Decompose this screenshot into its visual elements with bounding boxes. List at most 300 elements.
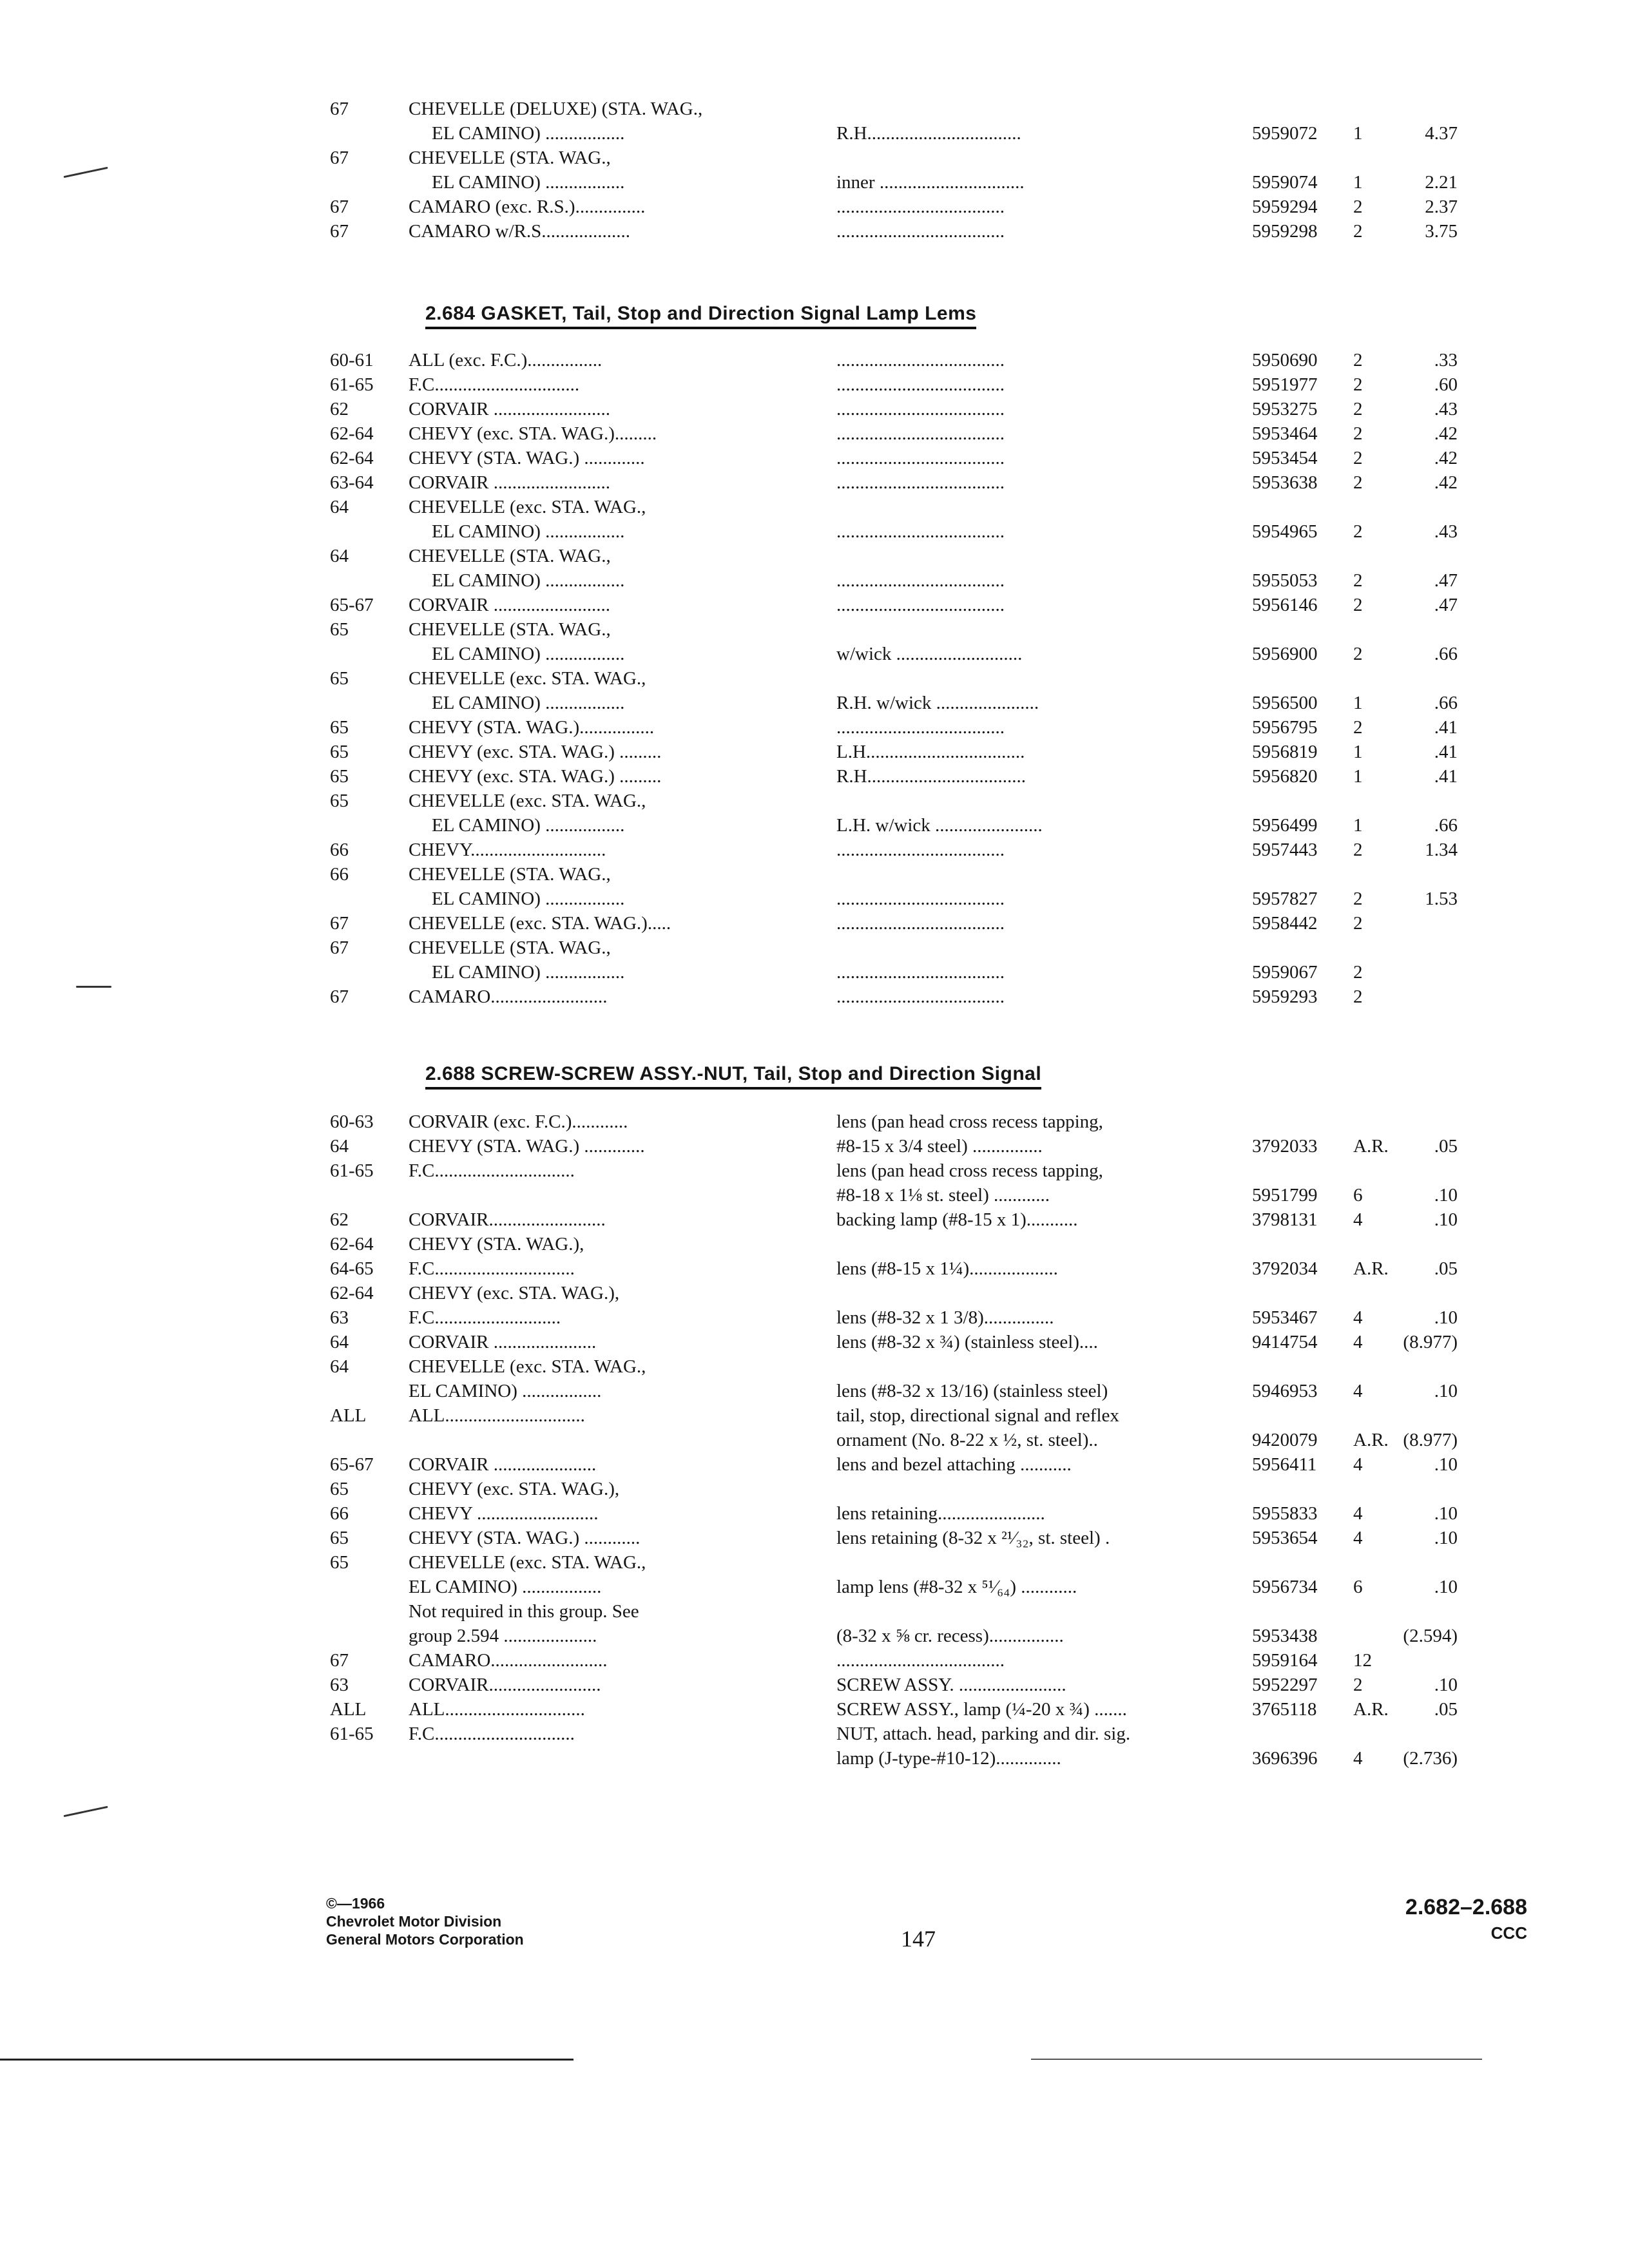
- price: .43: [1434, 399, 1458, 419]
- section-heading-2684: 2.684 GASKET, Tail, Stop and Direction Signal Lamp Lems: [425, 303, 976, 329]
- part-row: [0, 219, 1629, 244]
- price: .10: [1434, 1503, 1458, 1524]
- part-row: [0, 1134, 1629, 1158]
- part-description: #8-15 x 3/4 steel) ...............: [836, 1136, 1043, 1157]
- top-parts-list: [0, 97, 1629, 244]
- part-number: 5959293: [1252, 986, 1318, 1007]
- model-name: CHEVY (STA. WAG.) ............: [409, 1528, 641, 1548]
- part-row: [0, 1526, 1629, 1550]
- price: .42: [1434, 448, 1458, 468]
- part-description: ....................................: [836, 399, 1005, 419]
- model-name: CORVAIR .........................: [409, 595, 610, 615]
- part-row: [0, 97, 1629, 121]
- model-year: 64: [330, 1356, 349, 1377]
- model-name: ALL (exc. F.C.)................: [409, 350, 602, 370]
- model-year: 62-64: [330, 1234, 374, 1254]
- part-row: [0, 1550, 1629, 1575]
- model-name: CHEVY (STA. WAG.) .............: [409, 1136, 645, 1157]
- model-year: 67: [330, 913, 349, 934]
- model-name: CAMARO w/R.S...................: [409, 221, 631, 242]
- model-name: CHEVELLE (exc. STA. WAG.,: [409, 497, 646, 517]
- price: (2.736): [1403, 1748, 1458, 1769]
- part-row: [0, 1673, 1629, 1697]
- part-number: 3792034: [1252, 1258, 1318, 1279]
- model-name: CORVAIR.........................: [409, 1209, 606, 1230]
- price: .05: [1434, 1136, 1458, 1157]
- model-year: 65: [330, 766, 349, 787]
- part-row: [0, 470, 1629, 495]
- model-year: 63: [330, 1675, 349, 1695]
- price: 4.37: [1425, 123, 1458, 144]
- model-name: CHEVY (exc. STA. WAG.) .........: [409, 742, 662, 762]
- quantity: 6: [1353, 1577, 1363, 1597]
- model-name: CHEVY (exc. STA. WAG.),: [409, 1283, 620, 1303]
- price: .42: [1434, 423, 1458, 444]
- quantity: 2: [1353, 350, 1363, 370]
- price: (8.977): [1403, 1430, 1458, 1450]
- price: .10: [1434, 1185, 1458, 1206]
- model-year: ALL: [330, 1405, 367, 1426]
- part-description: ....................................: [836, 350, 1005, 370]
- part-number: 3792033: [1252, 1136, 1318, 1157]
- part-number: 3765118: [1252, 1699, 1317, 1720]
- price: .05: [1434, 1258, 1458, 1279]
- part-description: NUT, attach. head, parking and dir. sig.: [836, 1724, 1131, 1744]
- model-name: ALL..............................: [409, 1405, 585, 1426]
- part-row: [0, 862, 1629, 887]
- part-number: 3798131: [1252, 1209, 1318, 1230]
- quantity: 4: [1353, 1503, 1363, 1524]
- part-row: [0, 1281, 1629, 1305]
- model-name: F.C..............................: [409, 1258, 575, 1279]
- model-name: CAMARO.........................: [409, 986, 608, 1007]
- model-name: CAMARO (exc. R.S.)...............: [409, 197, 646, 217]
- screw-parts-list: [0, 1110, 1629, 1771]
- part-description: w/wick ...........................: [836, 644, 1023, 664]
- part-row: [0, 617, 1629, 642]
- part-description: ....................................: [836, 913, 1005, 934]
- punch-mark: [63, 1806, 108, 1817]
- quantity: 2: [1353, 570, 1363, 591]
- part-row: [0, 593, 1629, 617]
- part-row: [0, 170, 1629, 195]
- part-row: [0, 1428, 1629, 1452]
- part-number: 5956146: [1252, 595, 1318, 615]
- part-row: [0, 1110, 1629, 1134]
- part-number: 9420079: [1252, 1430, 1318, 1450]
- model-year: 64: [330, 1136, 349, 1157]
- model-name: CORVAIR ......................: [409, 1332, 597, 1352]
- model-year: 65-67: [330, 595, 374, 615]
- group-range: 2.682–2.688: [1405, 1895, 1527, 1919]
- quantity: 2: [1353, 197, 1363, 217]
- model-name: CHEVY ..........................: [409, 1503, 599, 1524]
- model-name: EL CAMINO) .................: [432, 693, 625, 713]
- part-row: [0, 715, 1629, 740]
- gasket-parts-list: [0, 348, 1629, 1009]
- price: .66: [1434, 644, 1458, 664]
- price: .05: [1434, 1699, 1458, 1720]
- model-name: CORVAIR........................: [409, 1675, 601, 1695]
- model-year: 65-67: [330, 1454, 374, 1475]
- part-description: lens (pan head cross recess tapping,: [836, 1160, 1103, 1181]
- part-row: [0, 740, 1629, 764]
- model-name: EL CAMINO) .................: [432, 521, 625, 542]
- quantity: 2: [1353, 472, 1363, 493]
- part-row: [0, 372, 1629, 397]
- model-name: EL CAMINO) .................: [432, 570, 625, 591]
- model-name: CHEVY (STA. WAG.),: [409, 1234, 584, 1254]
- quantity: 4: [1353, 1748, 1363, 1769]
- part-description: lamp (J-type-#10-12)..............: [836, 1748, 1061, 1769]
- part-row: [0, 1575, 1629, 1599]
- publisher-block: [326, 1894, 524, 1948]
- model-name: CHEVY (exc. STA. WAG.).........: [409, 423, 657, 444]
- model-name: EL CAMINO) .................: [432, 889, 625, 909]
- division-name: Chevrolet Motor Division: [326, 1913, 502, 1930]
- model-year: 67: [330, 148, 349, 168]
- model-year: 66: [330, 864, 349, 885]
- part-description: ....................................: [836, 197, 1005, 217]
- part-row: [0, 568, 1629, 593]
- quantity: 1: [1353, 815, 1363, 836]
- part-description: lamp lens (#8-32 x ⁵¹⁄₆₄) ............: [836, 1577, 1077, 1597]
- price: .43: [1434, 521, 1458, 542]
- model-year: 62: [330, 399, 349, 419]
- model-name: F.C..............................: [409, 1724, 575, 1744]
- quantity: 2: [1353, 913, 1363, 934]
- model-year: 65: [330, 1552, 349, 1573]
- model-year: 63-64: [330, 472, 374, 493]
- model-year: 60-63: [330, 1111, 374, 1132]
- part-description: backing lamp (#8-15 x 1)...........: [836, 1209, 1078, 1230]
- part-number: 5951799: [1252, 1185, 1318, 1206]
- part-row: [0, 1158, 1629, 1183]
- scan-edge-line-left: [0, 2059, 574, 2061]
- model-year: 64: [330, 1332, 349, 1352]
- model-name: CHEVELLE (exc. STA. WAG.,: [409, 791, 646, 811]
- model-year: 65: [330, 742, 349, 762]
- part-row: [0, 195, 1629, 219]
- part-description: ornament (No. 8-22 x ½, st. steel)..: [836, 1430, 1098, 1450]
- part-number: 5953454: [1252, 448, 1318, 468]
- model-name: CHEVELLE (exc. STA. WAG.).....: [409, 913, 671, 934]
- model-name: CHEVY (exc. STA. WAG.) .........: [409, 766, 662, 787]
- part-row: [0, 838, 1629, 862]
- price: .47: [1434, 570, 1458, 591]
- part-description: ....................................: [836, 889, 1005, 909]
- quantity: 1: [1353, 123, 1363, 144]
- model-name: EL CAMINO) .................: [432, 644, 625, 664]
- part-row: [0, 397, 1629, 421]
- part-number: 5946953: [1252, 1381, 1318, 1401]
- part-row: [0, 544, 1629, 568]
- part-row: [0, 1256, 1629, 1281]
- price: (8.977): [1403, 1332, 1458, 1352]
- part-row: [0, 1746, 1629, 1771]
- part-number: 5956499: [1252, 815, 1318, 836]
- quantity: 1: [1353, 766, 1363, 787]
- price: .41: [1434, 766, 1458, 787]
- part-description: L.H..................................: [836, 742, 1025, 762]
- part-description: ....................................: [836, 570, 1005, 591]
- model-year: 67: [330, 986, 349, 1007]
- model-year: 61-65: [330, 1160, 374, 1181]
- part-row: [0, 1648, 1629, 1673]
- part-number: 5956820: [1252, 766, 1318, 787]
- model-name: CHEVELLE (STA. WAG.,: [409, 937, 611, 958]
- model-year: 65: [330, 791, 349, 811]
- price: .10: [1434, 1209, 1458, 1230]
- price: .47: [1434, 595, 1458, 615]
- model-name: CHEVY (STA. WAG.)................: [409, 717, 655, 738]
- quantity: 2: [1353, 221, 1363, 242]
- part-description: ....................................: [836, 1650, 1005, 1671]
- model-name: CORVAIR .........................: [409, 399, 610, 419]
- part-description: ....................................: [836, 962, 1005, 983]
- quantity: 2: [1353, 986, 1363, 1007]
- model-name: CHEVY (STA. WAG.) .............: [409, 448, 645, 468]
- part-description: ....................................: [836, 374, 1005, 395]
- copyright: ©—1966: [326, 1895, 385, 1912]
- part-description: ....................................: [836, 717, 1005, 738]
- part-row: [0, 1354, 1629, 1379]
- price: .60: [1434, 374, 1458, 395]
- part-row: [0, 348, 1629, 372]
- part-row: [0, 1379, 1629, 1403]
- part-description: lens and bezel attaching ...........: [836, 1454, 1072, 1475]
- model-year: ALL: [330, 1699, 367, 1720]
- part-description: tail, stop, directional signal and reflex: [836, 1405, 1119, 1426]
- part-number: 5956734: [1252, 1577, 1318, 1597]
- part-description: SCREW ASSY. .......................: [836, 1675, 1066, 1695]
- model-year: 64-65: [330, 1258, 374, 1279]
- part-row: [0, 936, 1629, 960]
- quantity: 2: [1353, 399, 1363, 419]
- part-description: #8-18 x 1⅛ st. steel) ............: [836, 1185, 1050, 1206]
- part-description: R.H..................................: [836, 766, 1027, 787]
- quantity: 2: [1353, 962, 1363, 983]
- part-number: 5953654: [1252, 1528, 1318, 1548]
- part-number: 5955053: [1252, 570, 1318, 591]
- part-row: [0, 446, 1629, 470]
- part-description: inner ...............................: [836, 172, 1025, 193]
- quantity: 2: [1353, 717, 1363, 738]
- price: 2.21: [1425, 172, 1458, 193]
- model-name: CHEVELLE (exc. STA. WAG.,: [409, 1552, 646, 1573]
- part-row: [0, 1477, 1629, 1501]
- model-name: group 2.594 ....................: [409, 1626, 597, 1646]
- model-name: CHEVELLE (exc. STA. WAG.,: [409, 668, 646, 689]
- price: .41: [1434, 717, 1458, 738]
- part-description: ....................................: [836, 448, 1005, 468]
- part-row: [0, 519, 1629, 544]
- part-number: 5958442: [1252, 913, 1318, 934]
- model-name: EL CAMINO) .................: [432, 962, 625, 983]
- part-row: [0, 146, 1629, 170]
- part-number: 5953275: [1252, 399, 1318, 419]
- part-row: [0, 1501, 1629, 1526]
- catalog-code: CCC: [1490, 1923, 1527, 1943]
- part-row: [0, 691, 1629, 715]
- price: .10: [1434, 1528, 1458, 1548]
- group-range-block: [1385, 1893, 1527, 1945]
- part-description: ....................................: [836, 986, 1005, 1007]
- part-row: [0, 1403, 1629, 1428]
- price: .10: [1434, 1675, 1458, 1695]
- part-number: 5953638: [1252, 472, 1318, 493]
- quantity: 2: [1353, 840, 1363, 860]
- model-year: 64: [330, 497, 349, 517]
- part-description: ....................................: [836, 221, 1005, 242]
- price: .10: [1434, 1381, 1458, 1401]
- model-name: CHEVELLE (STA. WAG.,: [409, 619, 611, 640]
- model-year: 63: [330, 1307, 349, 1328]
- part-row: [0, 1697, 1629, 1722]
- part-row: [0, 1624, 1629, 1648]
- part-number: 3696396: [1252, 1748, 1318, 1769]
- part-row: [0, 985, 1629, 1009]
- model-year: 66: [330, 840, 349, 860]
- quantity: A.R.: [1353, 1699, 1389, 1720]
- price: .66: [1434, 693, 1458, 713]
- part-number: 5953438: [1252, 1626, 1318, 1646]
- part-row: [0, 666, 1629, 691]
- quantity: 2: [1353, 448, 1363, 468]
- model-year: 61-65: [330, 1724, 374, 1744]
- part-row: [0, 911, 1629, 936]
- quantity: 2: [1353, 889, 1363, 909]
- part-description: (8-32 x ⅝ cr. recess)................: [836, 1626, 1064, 1646]
- price: .41: [1434, 742, 1458, 762]
- corporation-name: General Motors Corporation: [326, 1931, 524, 1948]
- part-number: 9414754: [1252, 1332, 1318, 1352]
- model-year: 62-64: [330, 423, 374, 444]
- model-year: 64: [330, 546, 349, 566]
- part-row: [0, 1722, 1629, 1746]
- model-year: 67: [330, 1650, 349, 1671]
- price: .33: [1434, 350, 1458, 370]
- part-number: 5956900: [1252, 644, 1318, 664]
- model-year: 65: [330, 1528, 349, 1548]
- part-row: [0, 887, 1629, 911]
- part-row: [0, 421, 1629, 446]
- part-row: [0, 960, 1629, 985]
- part-number: 5956411: [1252, 1454, 1317, 1475]
- part-number: 5952297: [1252, 1675, 1318, 1695]
- price: 1.34: [1425, 840, 1458, 860]
- part-number: 5955833: [1252, 1503, 1318, 1524]
- model-year: 60-61: [330, 350, 374, 370]
- model-year: 62-64: [330, 1283, 374, 1303]
- quantity: 2: [1353, 521, 1363, 542]
- model-year: 62: [330, 1209, 349, 1230]
- quantity: 2: [1353, 644, 1363, 664]
- model-year: 65: [330, 668, 349, 689]
- part-number: 5959298: [1252, 221, 1318, 242]
- model-year: 66: [330, 1503, 349, 1524]
- quantity: A.R.: [1353, 1430, 1389, 1450]
- quantity: 4: [1353, 1332, 1363, 1352]
- price: .10: [1434, 1307, 1458, 1328]
- quantity: A.R.: [1353, 1258, 1389, 1279]
- part-number: 5957827: [1252, 889, 1318, 909]
- part-row: [0, 1305, 1629, 1330]
- part-number: 5954965: [1252, 521, 1318, 542]
- part-row: [0, 1452, 1629, 1477]
- model-name: EL CAMINO) .................: [432, 123, 625, 144]
- model-year: 65: [330, 619, 349, 640]
- quantity: 4: [1353, 1307, 1363, 1328]
- quantity: 4: [1353, 1528, 1363, 1548]
- model-name: EL CAMINO) .................: [432, 172, 625, 193]
- part-description: lens (pan head cross recess tapping,: [836, 1111, 1103, 1132]
- section-heading-2688: 2.688 SCREW-SCREW ASSY.-NUT, Tail, Stop and Direction Signal: [425, 1063, 1041, 1090]
- quantity: 12: [1353, 1650, 1372, 1671]
- part-number: 5959164: [1252, 1650, 1318, 1671]
- model-year: 62-64: [330, 448, 374, 468]
- model-name: F.C..............................: [409, 1160, 575, 1181]
- part-description: R.H. w/wick ......................: [836, 693, 1039, 713]
- quantity: 1: [1353, 693, 1363, 713]
- part-description: L.H. w/wick .......................: [836, 815, 1043, 836]
- scan-edge-line-right: [1031, 2059, 1482, 2060]
- part-description: lens (#8-32 x ¾) (stainless steel)....: [836, 1332, 1098, 1352]
- model-year: 65: [330, 717, 349, 738]
- part-description: lens retaining.......................: [836, 1503, 1045, 1524]
- price: 3.75: [1425, 221, 1458, 242]
- quantity: 2: [1353, 423, 1363, 444]
- price: .10: [1434, 1577, 1458, 1597]
- part-row: [0, 1207, 1629, 1232]
- model-name: CHEVELLE (exc. STA. WAG.,: [409, 1356, 646, 1377]
- quantity: 1: [1353, 172, 1363, 193]
- model-name: CHEVELLE (STA. WAG.,: [409, 148, 611, 168]
- model-name: CHEVY.............................: [409, 840, 606, 860]
- model-name: CORVAIR ......................: [409, 1454, 597, 1475]
- part-row: [0, 813, 1629, 838]
- part-description: ....................................: [836, 521, 1005, 542]
- part-description: ....................................: [836, 840, 1005, 860]
- model-name: EL CAMINO) .................: [409, 1577, 602, 1597]
- part-description: ....................................: [836, 472, 1005, 493]
- price: .42: [1434, 472, 1458, 493]
- price: 1.53: [1425, 889, 1458, 909]
- part-row: [0, 495, 1629, 519]
- part-number: 5956795: [1252, 717, 1318, 738]
- quantity: 2: [1353, 374, 1363, 395]
- quantity: 1: [1353, 742, 1363, 762]
- quantity: 2: [1353, 595, 1363, 615]
- part-number: 5959072: [1252, 123, 1318, 144]
- part-row: [0, 789, 1629, 813]
- model-year: 67: [330, 99, 349, 119]
- quantity: 4: [1353, 1454, 1363, 1475]
- quantity: 4: [1353, 1381, 1363, 1401]
- part-description: lens (#8-15 x 1¼)...................: [836, 1258, 1058, 1279]
- quantity: 6: [1353, 1185, 1363, 1206]
- part-description: SCREW ASSY., lamp (¼-20 x ¾) .......: [836, 1699, 1127, 1720]
- part-description: ....................................: [836, 595, 1005, 615]
- model-name: CHEVELLE (DELUXE) (STA. WAG.,: [409, 99, 703, 119]
- model-year: 67: [330, 937, 349, 958]
- model-name: F.C...............................: [409, 374, 580, 395]
- part-number: 5953464: [1252, 423, 1318, 444]
- part-number: 5950690: [1252, 350, 1318, 370]
- part-row: [0, 1183, 1629, 1207]
- part-description: R.H.................................: [836, 123, 1021, 144]
- part-number: 5959074: [1252, 172, 1318, 193]
